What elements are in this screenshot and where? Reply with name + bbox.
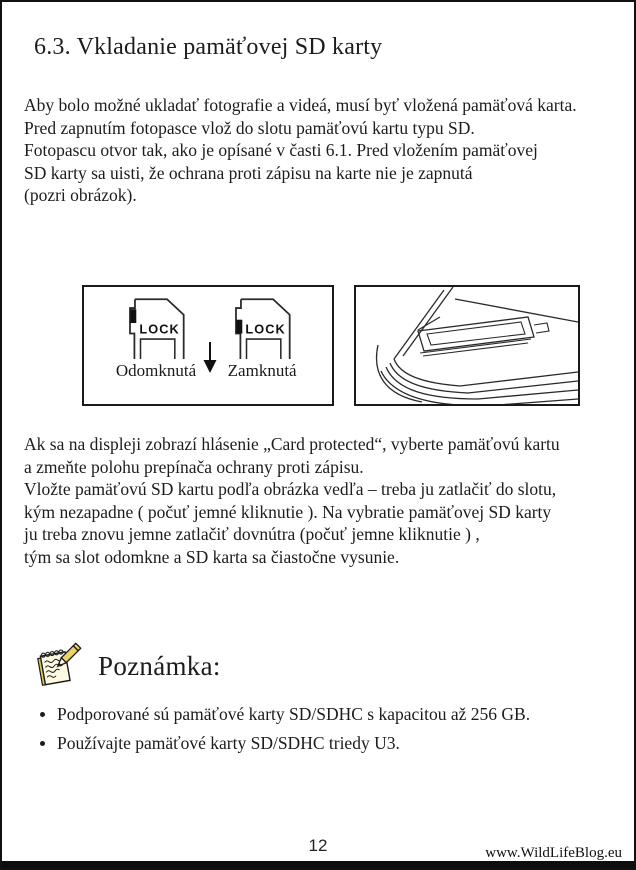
camera-sd-slot-illustration <box>356 287 578 404</box>
intro-line: (pozri obrázok). <box>24 185 137 206</box>
unlocked-label: Odomknutá <box>115 361 197 380</box>
page-number: 12 <box>308 836 328 855</box>
bullet-text: Podporované sú pamäťové karty SD/SDHC s kapacitou až 256 GB. <box>57 704 531 724</box>
figures-row <box>2 285 636 406</box>
instructions-paragraph <box>24 433 624 569</box>
notepad-pencil-icon <box>32 640 84 692</box>
bullet-icon <box>40 741 45 746</box>
bullet-text: Používajte pamäťové karty SD/SDHC triedy U3. <box>57 733 400 753</box>
sd-card-unlocked <box>116 297 196 381</box>
instructions-line: ju treba znovu jemne zatlačiť dovnútra (počuť jemne kliknutie ) , <box>24 524 480 545</box>
page-title: 6.3. Vkladanie pamäťovej SD karty <box>34 34 383 60</box>
instructions-line: Ak sa na displeji zobrazí hlásenie „Card protected“, vyberte pamäťovú kartu <box>24 434 560 454</box>
down-arrow-icon <box>202 340 218 376</box>
website-link: www.WildLifeBlog.eu <box>485 845 622 861</box>
sd-lock-figure <box>82 285 334 406</box>
locked-label: Zamknutá <box>227 361 297 380</box>
bullet-icon <box>40 712 45 717</box>
note-bullet-list <box>40 704 620 762</box>
instructions-line: tým sa slot odomkne a SD karta sa čiastočne vysunie. <box>24 546 400 567</box>
list-item <box>40 704 620 724</box>
bottom-bar <box>2 861 634 868</box>
intro-line: SD karty sa uisti, že ochrana proti zápisu na karte nie je zapnutá <box>24 162 473 183</box>
sd-card-locked-icon <box>224 297 300 359</box>
instructions-line: Vložte pamäťovú SD kartu podľa obrázka vedľa – treba ju zatlačiť do slotu, <box>24 479 557 500</box>
lock-switch-down <box>236 320 242 334</box>
list-item <box>40 733 620 753</box>
intro-line: Fotopascu otvor tak, ako je opísané v časti 6.1. Pred vložením pamäťovej <box>24 140 538 161</box>
sd-card-unlocked-icon <box>118 297 194 359</box>
lock-switch-up <box>130 309 136 323</box>
note-heading-text: Poznámka: <box>98 650 221 681</box>
lock-text: LOCK <box>139 321 180 337</box>
lock-text: LOCK <box>245 321 287 337</box>
instructions-line: a zmeňte polohu prepínača ochrany proti zápisu. <box>24 456 364 477</box>
note-heading <box>32 640 221 692</box>
intro-paragraph <box>24 94 624 207</box>
intro-line: Aby bolo možné ukladať fotografie a videá, musí byť vložená pamäťová karta. <box>24 95 577 115</box>
instructions-line: kým nezapadne ( počuť jemné kliknutie ). Na vybratie pamäťovej SD karty <box>24 501 552 522</box>
sd-card-locked <box>224 297 300 381</box>
intro-line: Pred zapnutím fotopasce vlož do slotu pamäťovú kartu typu SD. <box>24 117 475 138</box>
device-slot-figure <box>354 285 580 406</box>
